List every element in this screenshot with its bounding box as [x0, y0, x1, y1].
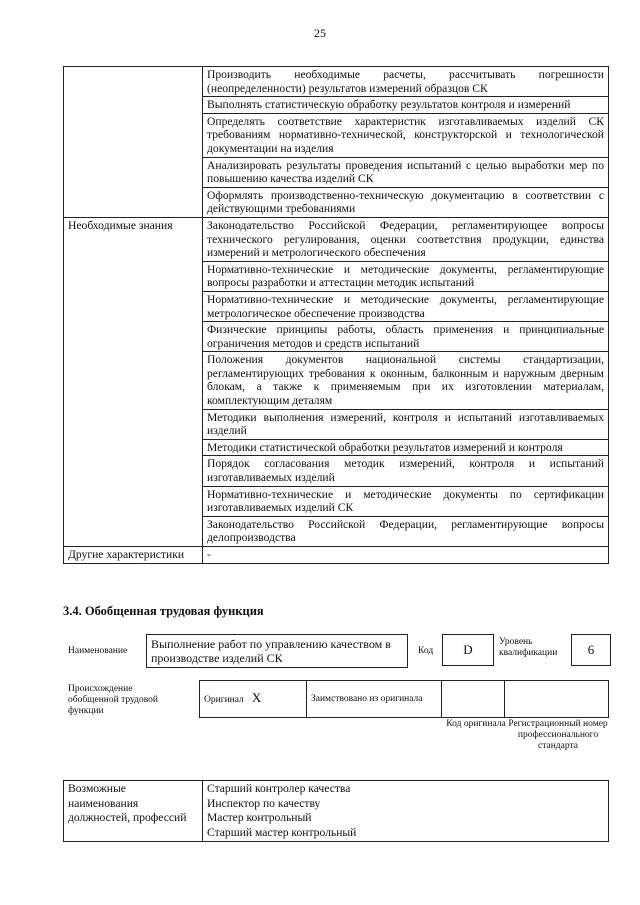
skill-item: Производить необходимые расчеты, рассчитывать погрешности (неопределенности) результатов измерений образцов СК — [203, 67, 609, 97]
naming-value: Выполнение работ по управлению качеством в производстве изделий СК — [146, 634, 408, 668]
skill-item: Выполнять статистическую обработку результатов контроля и измерений — [203, 97, 609, 114]
skill-row — [64, 113, 609, 157]
position-item: Старший мастер контрольный — [207, 825, 357, 839]
reg-number-cell — [505, 681, 609, 718]
positions-table — [63, 780, 609, 842]
original-mark: X — [251, 690, 262, 705]
code-label: Код — [418, 646, 434, 656]
skill-item: Анализировать результаты проведения испытаний с целью выработки мер по повышению качества изделий СК — [203, 157, 609, 187]
positions-list — [203, 781, 609, 842]
reg-number-caption: Регистрационный номер профессионального стандарта — [508, 719, 608, 751]
positions-label: Возможные наименования должностей, профессий — [64, 781, 203, 842]
knowledge-item: Методики выполнения измерений, контроля и испытаний изготавливаемых изделий — [203, 409, 609, 439]
knowledge-item: Порядок согласования методик измерений, контроля и испытаний изготавливаемых изделий — [203, 456, 609, 486]
labor-function-table — [63, 66, 609, 564]
skill-row — [64, 67, 609, 97]
skill-item: Определять соответствие характеристик изготавливаемых изделий СК требованиям нормативно-технической, конструкторской и технологической документации на изделия — [203, 113, 609, 157]
knowledge-row — [64, 291, 609, 321]
page-number: 25 — [314, 26, 326, 40]
original-cell — [200, 681, 307, 718]
level-label: Уровень квалификации — [499, 637, 558, 658]
level-value: 6 — [571, 634, 611, 666]
borrowed-label: Заимствовано из оригинала — [307, 681, 442, 718]
position-item: Инспектор по качеству — [207, 796, 321, 810]
original-label: Оригинал — [204, 695, 244, 705]
other-label: Другие характеристики — [64, 547, 203, 564]
knowledge-row — [64, 409, 609, 439]
knowledge-item: Законодательство Российской Федерации, регламентирующее вопросы технического регулирования, оценки соответствия продукции, единства измерений и метрологического обеспечения — [203, 217, 609, 261]
skill-row — [64, 97, 609, 114]
position-item: Старший контролер качества — [207, 782, 351, 795]
skills-label — [64, 67, 203, 97]
code-original-cell — [442, 681, 505, 718]
knowledge-item: Методики статистической обработки результатов измерений и контроля — [203, 439, 609, 456]
knowledge-row — [64, 516, 609, 546]
section-title: 3.4. Обобщенная трудовая функция — [63, 604, 264, 618]
knowledge-item: Нормативно-технические и методические документы, регламентирующие метрологическое обеспечение производства — [203, 291, 609, 321]
position-item: Мастер контрольный — [207, 811, 312, 824]
code-original-caption: Код оригинала — [446, 719, 506, 729]
naming-label: Наименование — [68, 646, 128, 656]
knowledge-row — [64, 439, 609, 456]
other-value: - — [203, 547, 609, 564]
knowledge-item: Нормативно-технические и методические документы по сертификации изготавливаемых изделий СК — [203, 486, 609, 516]
skill-item: Оформлять производственно-техническую документацию в соответствии с действующими требованиями — [203, 187, 609, 217]
knowledge-item: Положения документов национальной системы стандартизации, регламентирующих требования к оконным, балконным и наружным дверным блокам, а также к применяемым при их изготовлении материалам, комплектующим деталям — [203, 352, 609, 409]
knowledge-row — [64, 322, 609, 352]
knowledge-item: Законодательство Российской Федерации, регламентирующие вопросы делопроизводства — [203, 516, 609, 546]
origin-table — [199, 680, 609, 718]
other-characteristics-row — [64, 547, 609, 564]
knowledge-label: Необходимые знания — [64, 217, 203, 261]
knowledge-row — [64, 352, 609, 409]
knowledge-row — [64, 456, 609, 486]
knowledge-item: Физические принципы работы, область применения и принципиальные ограничения методов и средств испытаний — [203, 322, 609, 352]
knowledge-item: Нормативно-технические и методические документы, регламентирующие вопросы разработки и аттестации методик испытаний — [203, 261, 609, 291]
knowledge-row — [64, 261, 609, 291]
knowledge-row — [64, 217, 609, 261]
code-value: D — [442, 634, 494, 666]
skill-row — [64, 157, 609, 187]
skill-row — [64, 187, 609, 217]
knowledge-row — [64, 486, 609, 516]
origin-label: Происхождение обобщенной трудовой функции — [68, 684, 158, 716]
